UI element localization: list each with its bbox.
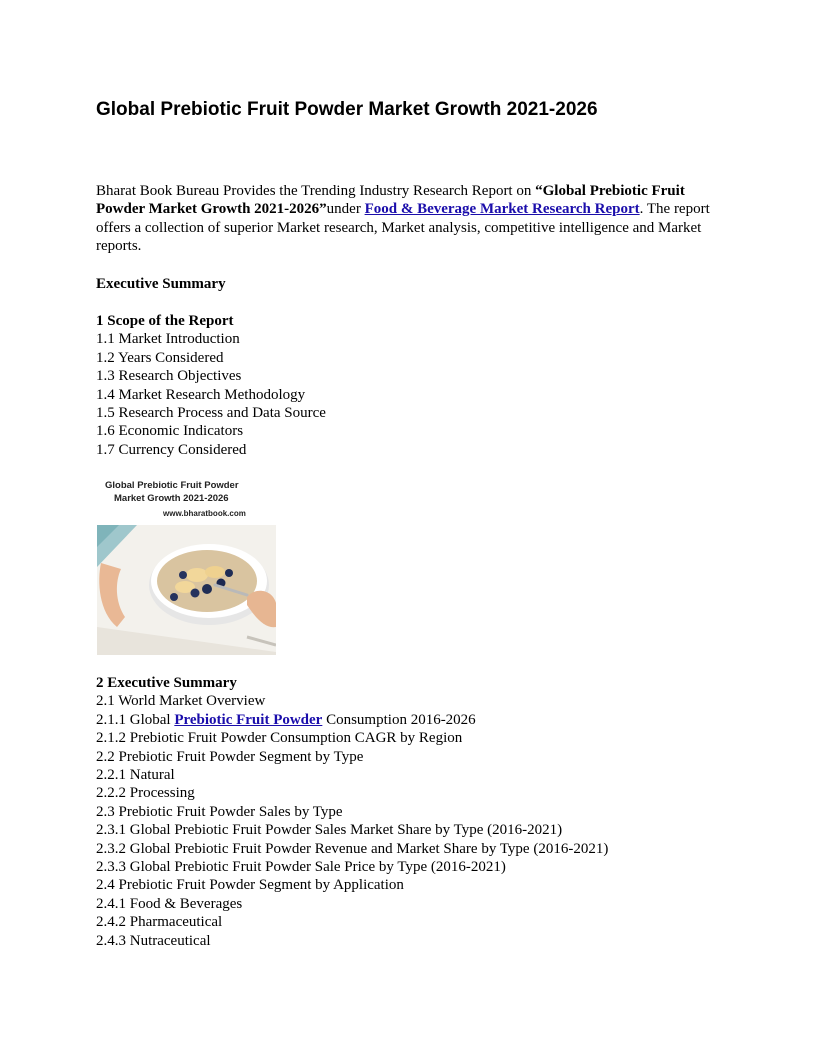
intro-paragraph [96,182,721,256]
list-item [96,711,608,729]
list-item: 1.2 Years Considered [96,349,224,366]
list-item-suffix: Consumption 2016-2026 [322,711,476,728]
list-item: 2.2.2 Processing [96,785,195,802]
list-item: 2.3.2 Global Prebiotic Fruit Powder Revenue and Market Share by Type (2016-2021) [96,840,609,857]
list-item: 2.4.3 Nutraceutical [96,932,211,949]
list-item: 2.3 Prebiotic Fruit Powder Sales by Type [96,803,343,820]
prebiotic-fruit-powder-link[interactable]: Prebiotic Fruit Powder [174,711,323,728]
list-item: 2.4 Prebiotic Fruit Powder Segment by Application [96,877,404,894]
list-item: 1.7 Currency Considered [96,441,247,458]
intro-text-2: under [326,201,365,218]
list-item: 2.1.2 Prebiotic Fruit Powder Consumption CAGR by Region [96,730,463,747]
section-2-heading: 2 Executive Summary [96,675,237,691]
page-title: Global Prebiotic Fruit Powder Market Growth 2021-2026 [96,99,598,120]
list-item: 2.1 World Market Overview [96,693,266,710]
section-1-list [96,312,326,459]
list-item: 2.4.2 Pharmaceutical [96,914,223,931]
list-item: 1.1 Market Introduction [96,331,240,348]
cover-website: www.bharatbook.com [163,509,246,518]
list-item: 2.4.1 Food & Beverages [96,895,243,912]
food-beverage-report-link[interactable]: Food & Beverage Market Research Report [364,201,640,218]
cover-title-line-2: Market Growth 2021-2026 [114,493,229,504]
list-item: 1.5 Research Process and Data Source [96,405,326,422]
cover-title-line-1: Global Prebiotic Fruit Powder [105,480,239,491]
list-item: 2.3.3 Global Prebiotic Fruit Powder Sale Price by Type (2016-2021) [96,859,506,876]
list-item-prefix: 2.1.1 Global [96,711,175,728]
list-item: 1.6 Economic Indicators [96,423,244,440]
executive-summary-heading: Executive Summary [96,276,226,292]
report-cover-image [97,477,276,655]
section-1-heading: 1 Scope of the Report [96,313,234,329]
intro-text-1: Bharat Book Bureau Provides the Trending Industry Research Report on [96,183,536,199]
list-item: 2.2 Prebiotic Fruit Powder Segment by Type [96,748,364,765]
list-item: 1.4 Market Research Methodology [96,386,306,403]
intro-text-3: . The report offers a collection of superior Market research, Market analysis, competitive intelligence and Market reports. [96,201,710,255]
list-item: 1.3 Research Objectives [96,368,242,385]
intro-report-title: “Global Prebiotic Fruit Powder Market Growth 2021-2026” [96,183,685,218]
cover-caption [97,477,276,525]
list-item: 2.3.1 Global Prebiotic Fruit Powder Sales Market Share by Type (2016-2021) [96,822,563,839]
section-2-list [96,674,608,950]
list-item: 2.2.1 Natural [96,767,175,784]
